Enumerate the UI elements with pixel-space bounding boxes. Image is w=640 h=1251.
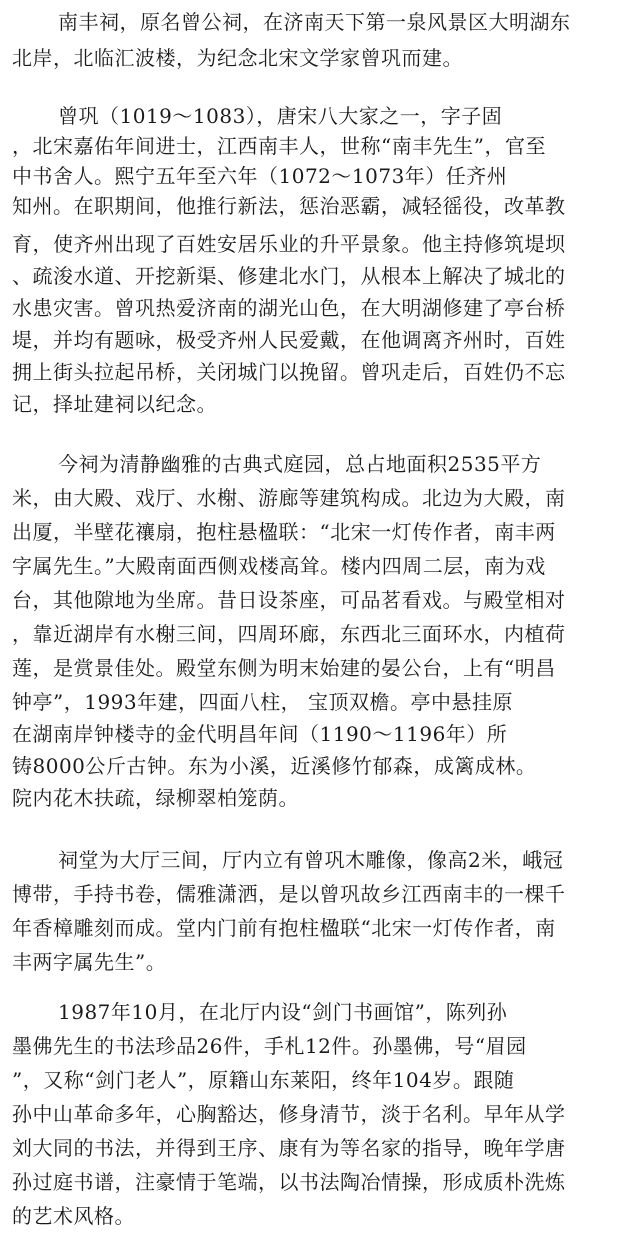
text-line: 知州。在职期间，他推行新法，惩治恶霸，减轻徭役，改革教 [12,194,566,218]
text-line: 孙过庭书谱，注豪情于笔端，以书法陶冶情操，形成质朴洗炼 [12,1170,566,1194]
text-line: 米，由大殿、戏厅、水榭、游廊等建筑构成。北边为大殿，南 [12,486,566,510]
text-line: 墨佛先生的书法珍品26件，手札12件。孙墨佛，号“眉园 [12,1034,527,1058]
text-line: 中书舍人。熙宁五年至六年（1072～1073年）任齐州 [12,164,508,188]
text-line: 年香樟雕刻而成。堂内门前有抱柱楹联“北宋一灯传作者，南 [12,916,556,940]
text-line: ，北宋嘉佑年间进士，江西南丰人，世称“南丰先生”，官至 [12,134,546,158]
text-line: 堤，并均有题咏，极受齐州人民爱戴，在他调离齐州时，百姓 [12,328,566,352]
text-line: 院内花木扶疏，绿柳翠柏笼荫。 [12,786,299,810]
text-line: 拥上街头拉起吊桥，关闭城门以挽留。曾巩走后，百姓仍不忘 [12,360,566,384]
text-line: 的艺术风格。 [12,1204,135,1228]
text-line: 钟亭”，1993年建，四面八柱， 宝顶双檐。亭中悬挂原 [12,690,513,714]
text-line: 记，择址建祠以纪念。 [12,392,217,416]
text-line: 今祠为清静幽雅的古典式庭园，总占地面积2535平方 [58,452,542,476]
text-line: 、疏浚水道、开挖新渠、修建北水门，从根本上解决了城北的 [12,264,566,288]
text-line: 育，使齐州出现了百姓安居乐业的升平景象。他主持修筑堤坝 [12,232,566,256]
text-line: 铸8000公斤古钟。东为小溪，近溪修竹郁森，成篱成林。 [12,754,537,778]
text-line: 曾巩（1019～1083），唐宋八大家之一，字子固 [58,104,503,128]
text-line: ，靠近湖岸有水榭三间，四周环廊，东西北三面环水，内植荷 [12,622,566,646]
text-line: 在湖南岸钟楼寺的金代明昌年间（1190～1196年）所 [12,722,508,746]
text-line: 1987年10月，在北厅内设“剑门书画馆”，陈列孙 [58,1000,508,1024]
text-line: 博带，手持书卷，儒雅潇洒，是以曾巩故乡江西南丰的一棵千 [12,882,566,906]
text-line: 丰两字属先生”。 [12,950,167,974]
text-line: 出厦，半壁花禳扇，抱柱悬楹联：“北宋一灯传作者，南丰两 [12,520,556,544]
text-line: 刘大同的书法，并得到王序、康有为等名家的指导，晚年学唐 [12,1136,566,1160]
text-line: 字属先生。”大殿南面西侧戏楼高耸。楼内四周二层，南为戏 [12,554,546,578]
text-line: ”，又称“剑门老人”，原籍山东莱阳，终年104岁。跟随 [12,1068,515,1092]
text-line: 北岸，北临汇波楼，为纪念北宋文学家曾巩而建。 [12,46,463,70]
text-line: 水患灾害。曾巩热爱济南的湖光山色，在大明湖修建了亭台桥 [12,296,566,320]
text-line: 莲，是赏景佳处。殿堂东侧为明末始建的晏公台，上有“明昌 [12,656,556,680]
text-line: 台，其他隙地为坐席。昔日设茶座，可品茗看戏。与殿堂相对 [12,588,566,612]
text-line: 南丰祠，原名曾公祠，在济南天下第一泉风景区大明湖东 [58,10,571,34]
text-line: 祠堂为大厅三间，厅内立有曾巩木雕像，像高2米，峨冠 [58,848,564,872]
text-line: 孙中山革命多年，心胸豁达，修身清节，淡于名利。早年从学 [12,1102,566,1126]
